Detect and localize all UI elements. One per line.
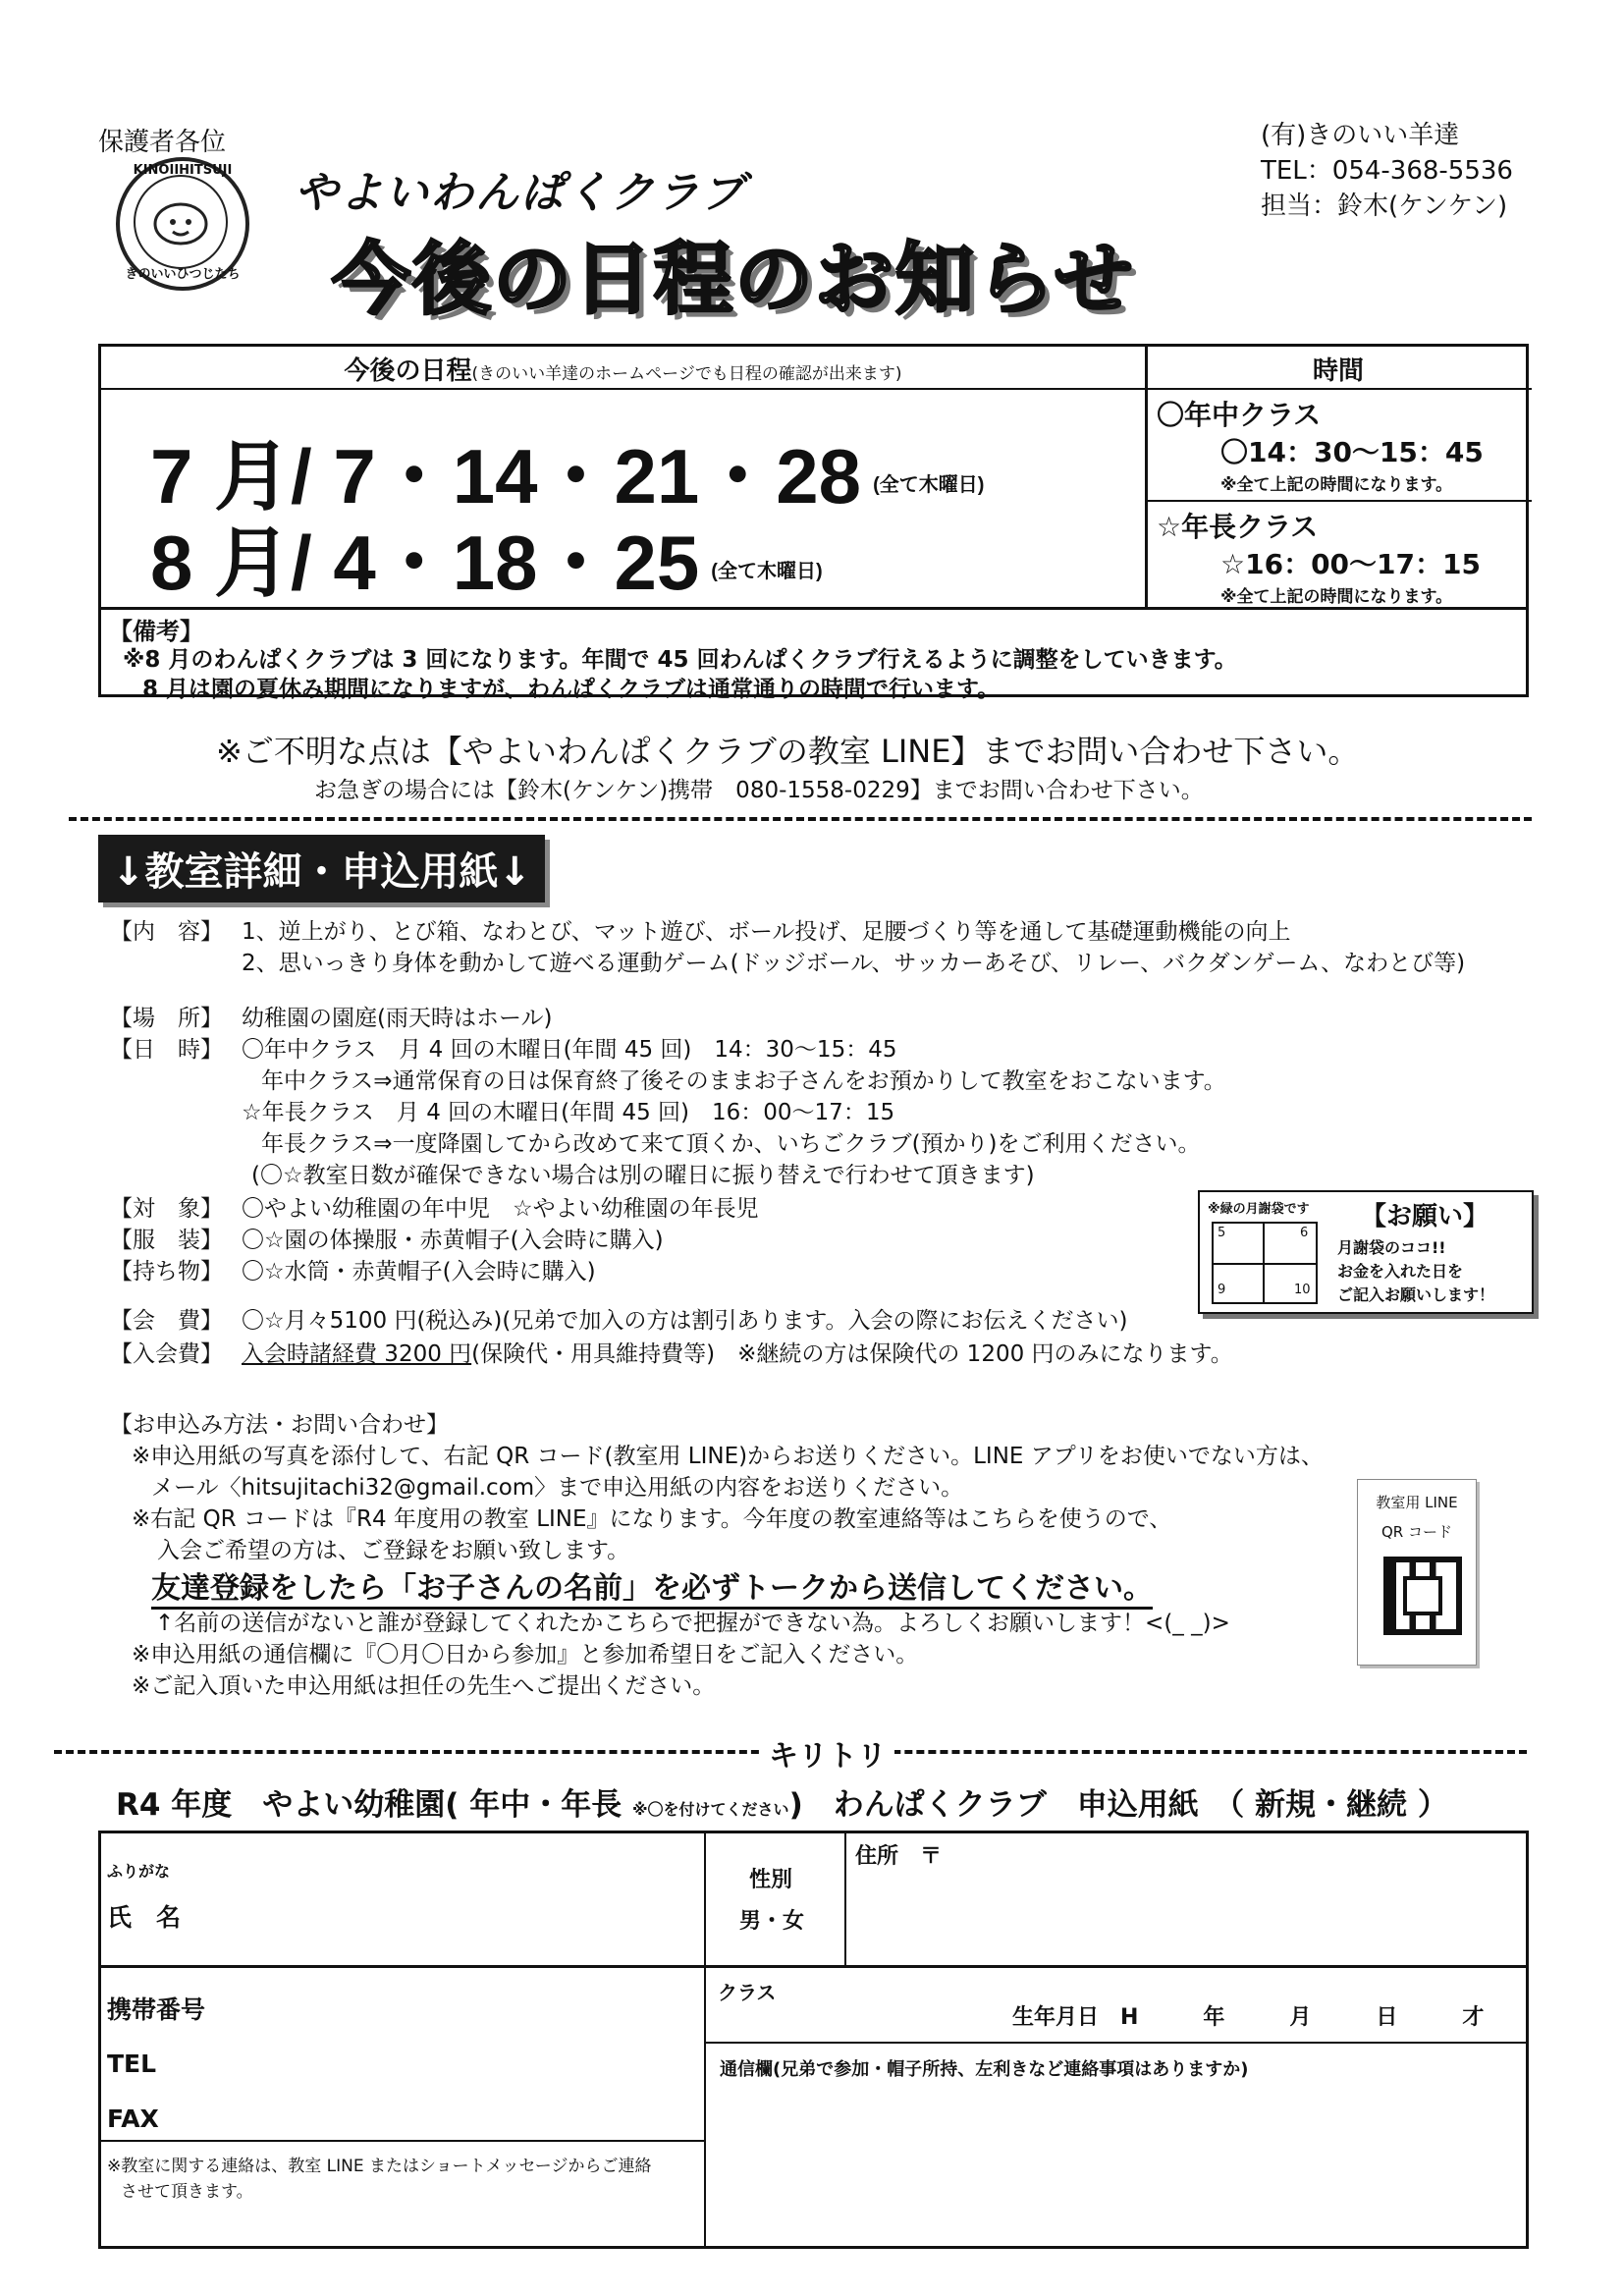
class2-note: ※全て上記の時間になります。 [1220, 587, 1453, 607]
logo-text-top: KINOIIHITSUJI [133, 163, 233, 178]
august-dates: 8 月/ 4・18・25 (全て木曜日) [150, 519, 823, 606]
date-row-2: 年中クラス⇒通常保育の日は保育終了後そのままお子さんをお預かりして教室をおこないます。 [261, 1068, 1226, 1094]
apply-line-7: ※ご記入頂いた申込用紙は担任の先生へご提出ください。 [132, 1673, 716, 1699]
fee-bag-diagram [1212, 1222, 1318, 1304]
details-banner: ↓教室詳細・申込用紙↓ [98, 835, 545, 902]
items-row: 【持ち物】 〇☆水筒・赤黄帽子(入会時に購入) [110, 1259, 596, 1285]
company-contact: 担当：鈴木(ケンケン) [1261, 191, 1508, 221]
memo-label: 通信欄(兄弟で参加・帽子所持、左利きなど連絡事項はありますか) [720, 2059, 1249, 2080]
cut-label: キリトリ [761, 1731, 894, 1775]
request-line-1: 月謝袋のココ!! [1337, 1238, 1446, 1257]
name-field[interactable] [229, 1873, 690, 1951]
schedule-header: 今後の日程(きのいい羊達のホームページでも日程の確認が出来ます) [344, 356, 902, 386]
emphasis-note: 友達登録をしたら「お子さんの名前」を必ずトークから送信してください。 [151, 1563, 1153, 1610]
class1-time: 〇14：30〜15：45 [1220, 436, 1484, 468]
apply-line-6: ※申込用紙の通信欄に『〇月〇日から参加』と参加希望日をご記入ください。 [132, 1642, 919, 1667]
tel-label: TEL [107, 2050, 157, 2078]
apply-line-2: メール〈hitsujitachi32@gmail.com〉まで申込用紙の内容をお送りください。 [151, 1475, 964, 1501]
bag-label: ※緑の月謝袋です [1208, 1202, 1310, 1217]
date-row-1: 【日 時】 〇年中クラス 月 4 回の木曜日(年間 45 回) 14：30〜15：45 [110, 1037, 897, 1063]
form-title: R4 年度 やよい幼稚園( 年中・年長 ※〇を付けてください) わんぱくクラブ 申込用紙 （ 新規・継続 ） [116, 1787, 1448, 1823]
remark-2: 8 月は園の夏休み期間になりますが、わんぱくクラブは通常通りの時間で行います。 [142, 677, 1001, 702]
qr-caption-1: 教室用 LINE [1376, 1494, 1458, 1511]
apply-line-4: 入会ご希望の方は、ご登録をお願い致します。 [157, 1538, 630, 1563]
class2-time: ☆16：00〜17：15 [1220, 548, 1481, 580]
form-note: ※教室に関する連絡は、教室 LINE またはショートメッセージからご連絡 させて頂きます。 [107, 2157, 652, 2202]
inquiry-main: ※ご不明な点は【やよいわんぱくクラブの教室 LINE】までお問い合わせ下さい。 [216, 733, 1360, 770]
application-form [98, 1831, 1529, 2249]
content-row-1: 【内 容】 1、逆上がり、とび箱、なわとび、マット遊び、ボール投げ、足腰づくり等を通して基礎運動機能の向上 [110, 919, 1291, 945]
content-row-2: 2、思いっきり身体を動かして遊べる運動ゲーム(ドッジボール、サッカーあそび、リレー、バクダンゲーム、なわとび等) [242, 951, 1466, 976]
club-logo [116, 157, 249, 291]
bag-cell-6: 6 [1300, 1226, 1309, 1240]
july-dates: 7 月/ 7・14・21・28 (全て木曜日) [150, 433, 985, 519]
club-name: やよいわんぱくクラブ [295, 168, 746, 218]
divider-dashed [69, 817, 1532, 821]
company-tel: TEL：054-368-5536 [1261, 156, 1513, 186]
apply-line-3: ※右記 QR コードは『R4 年度用の教室 LINE』になります。今年度の教室連絡等はこちらを使うので、 [132, 1506, 1172, 1532]
place-row: 【場 所】 幼稚園の園庭(雨天時はホール) [110, 1006, 553, 1031]
address-label: 住所 〒 [855, 1844, 943, 1869]
address-field[interactable] [857, 1873, 1515, 1959]
inquiry-sub: お急ぎの場合には【鈴木(ケンケン)携帯 080-1558-0229】までお問い合わせ下さい。 [314, 778, 1204, 803]
qr-box [1357, 1479, 1477, 1666]
target-row: 【対 象】 〇やよい幼稚園の年中児 ☆やよい幼稚園の年長児 [110, 1196, 759, 1222]
birth-label[interactable]: 生年月日 H 年 月 日 才 [1012, 2005, 1485, 2030]
name-label: 氏 名 [107, 1903, 182, 1932]
class2-name: ☆年長クラス [1157, 511, 1319, 543]
remarks-title: 【備考】 [109, 618, 203, 645]
class-label: クラス [718, 1981, 777, 2004]
furigana-label: ふりがな [107, 1862, 171, 1881]
remark-1: ※8 月のわんぱくクラブは 3 回になります。年間で 45 回わんぱくクラブ行えるように調整をしていきます。 [123, 647, 1237, 673]
date-row-4: 年長クラス⇒一度降園してから改めて来て頂くか、いちごクラブ(預かり)をご利用ください。 [261, 1131, 1201, 1157]
notice-banner: 今後の日程のお知らせ [332, 234, 1135, 325]
apply-title: 【お申込み方法・お問い合わせ】 [110, 1412, 449, 1438]
request-title: 【お願い】 [1361, 1202, 1489, 1231]
company-info [1261, 118, 1513, 224]
request-box [1198, 1190, 1534, 1314]
bag-cell-5: 5 [1218, 1226, 1226, 1240]
logo-text-bottom: きのいいひつじたち [125, 267, 241, 282]
apply-line-5: ↑名前の送信がないと誰が登録してくれたかこちらで把握ができない為。よろしくお願いします！<(_ _)> [155, 1611, 1230, 1636]
time-header: 時間 [1312, 356, 1364, 386]
class1-name: 〇年中クラス [1157, 399, 1322, 431]
company-name: (有)きのいい羊達 [1261, 121, 1460, 150]
request-line-3: ご記入お願いします！ [1337, 1285, 1495, 1304]
date-row-3: ☆年長クラス 月 4 回の木曜日(年間 45 回) 16：00〜17：15 [242, 1100, 895, 1125]
entry-fee-row: 【入会費】 入会時諸経費 3200 円(保険代・用具維持費等) ※継続の方は保険代の 1200 円のみになります。 [110, 1341, 1233, 1367]
memo-field[interactable] [720, 2089, 1515, 2236]
class1-note: ※全て上記の時間になります。 [1220, 475, 1453, 495]
mobile-label: 携帯番号 [107, 1995, 206, 2024]
apply-line-1: ※申込用紙の写真を添付して、右記 QR コード(教室用 LINE)からお送りください。LINE アプリをお使いでない方は、 [132, 1444, 1324, 1469]
fax-label: FAX [107, 2105, 159, 2133]
qr-caption-2: QR コード [1381, 1523, 1452, 1541]
gender-field[interactable]: 男・女 [739, 1909, 805, 1934]
sheep-icon [134, 175, 228, 269]
addressee: 保護者各位 [98, 128, 227, 157]
bag-cell-9: 9 [1218, 1283, 1226, 1297]
schedule-table [98, 344, 1529, 702]
request-line-2: お金を入れた日を [1337, 1262, 1464, 1281]
date-row-5: (〇☆教室日数が確保できない場合は別の曜日に振り替えで行わせて頂きます) [251, 1163, 1035, 1188]
clothes-row: 【服 装】 〇☆園の体操服・赤黄帽子(入会時に購入) [110, 1228, 664, 1253]
bag-cell-10: 10 [1294, 1283, 1311, 1297]
qr-code[interactable] [1383, 1557, 1462, 1635]
fee-row: 【会 費】 〇☆月々5100 円(税込み)(兄弟で加入の方は割引あります。入会の際にお伝えください) [110, 1308, 1128, 1334]
gender-label: 性別 [749, 1868, 793, 1892]
